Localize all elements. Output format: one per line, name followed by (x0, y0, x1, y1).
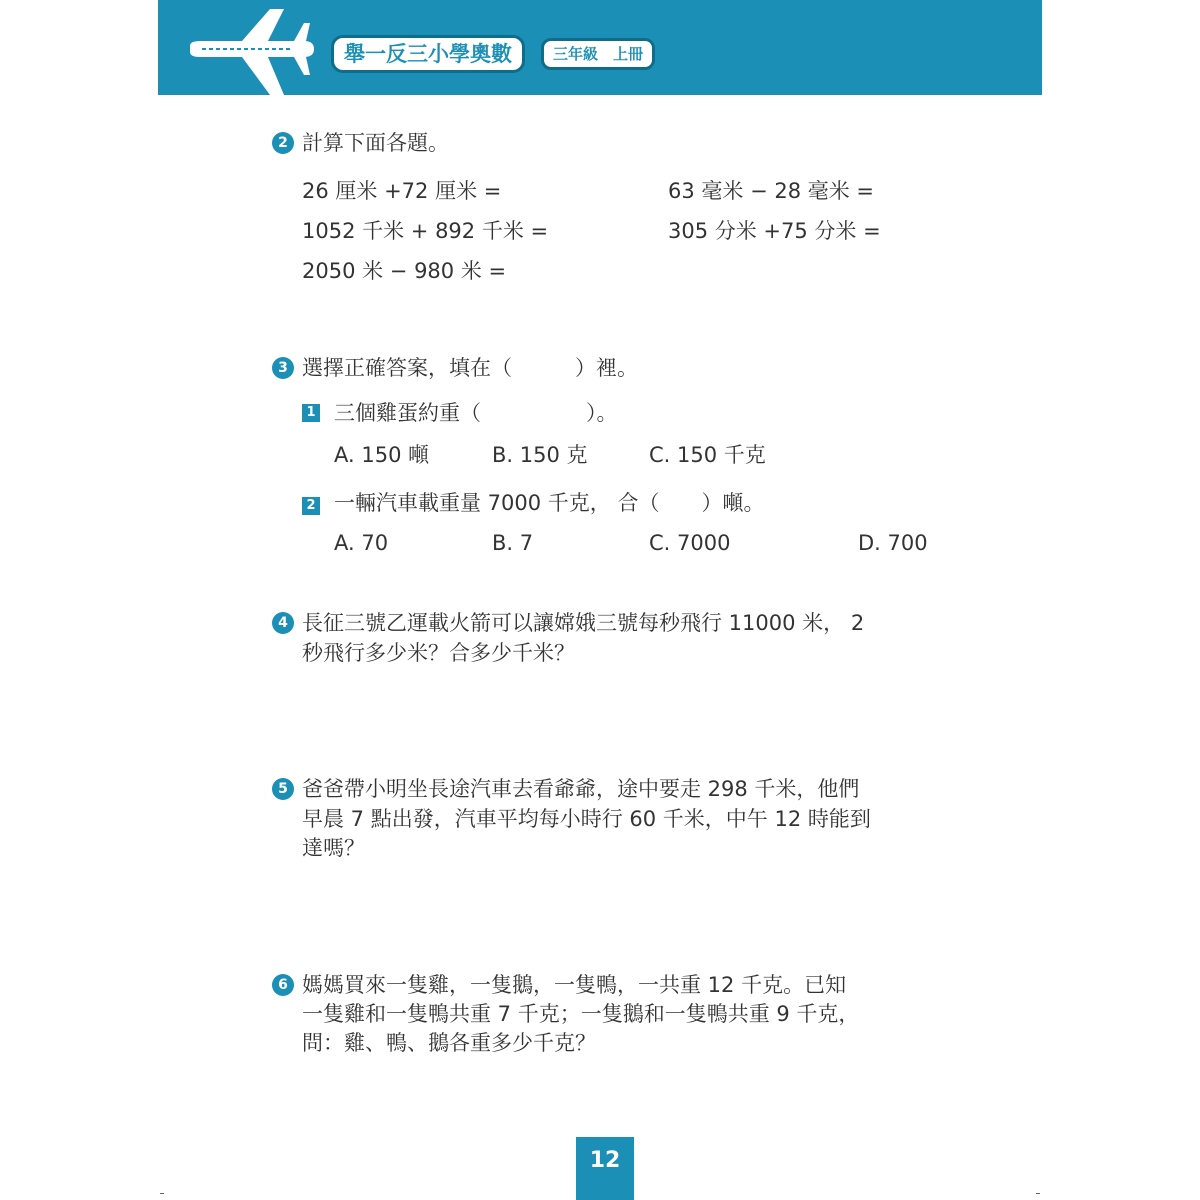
option-b: B. 150 克 (492, 443, 588, 467)
calc-item: 2050 米 − 980 米 = (302, 259, 507, 283)
book-page (158, 0, 1042, 1200)
question-4-line: 秒飛行多少米？合多少千米？ (302, 641, 575, 665)
question-5-line: 爸爸帶小明坐長途汽車去看爺爺，途中要走 298 千米，他們 (302, 777, 860, 801)
option-b: B. 7 (492, 531, 534, 555)
question-4-line: 長征三號乙運載火箭可以讓嫦娥三號每秒飛行 11000 米， 2 (302, 611, 865, 635)
option-d: D. 700 (858, 531, 928, 555)
book-title: 舉一反三小學奧數 (331, 35, 525, 73)
crop-mark (1036, 1193, 1040, 1194)
question-number-6: 6 (272, 974, 294, 996)
calc-item: 26 厘米 +72 厘米 = (302, 179, 502, 203)
subquestion-number-2: 2 (302, 497, 320, 515)
question-6-line: 一隻雞和一隻鴨共重 7 千克；一隻鵝和一隻鴨共重 9 千克， (302, 1002, 860, 1026)
subquestion-1-text: 三個雞蛋約重（ ）。 (334, 401, 618, 425)
subquestion-number-1: 1 (302, 404, 320, 422)
calc-item: 305 分米 +75 分米 = (668, 219, 881, 243)
airplane-icon (186, 5, 316, 95)
calc-item: 1052 千米 + 892 千米 = (302, 219, 549, 243)
question-6-line: 媽媽買來一隻雞，一隻鵝，一隻鴨，一共重 12 千克。已知 (302, 973, 847, 997)
option-a: A. 70 (334, 531, 389, 555)
question-number-5: 5 (272, 778, 294, 800)
option-c: C. 150 千克 (649, 443, 766, 467)
grade-label: 三年級 上冊 (541, 38, 655, 70)
option-a: A. 150 噸 (334, 443, 430, 467)
question-3-prompt: 選擇正確答案，填在（ ）裡。 (302, 356, 638, 380)
question-number-3: 3 (272, 357, 294, 379)
option-c: C. 7000 (649, 531, 731, 555)
header-band (158, 0, 1042, 95)
question-6-line: 問：雞、鴨、鵝各重多少千克？ (302, 1031, 596, 1055)
calc-item: 63 毫米 − 28 毫米 = (668, 179, 875, 203)
question-5-line: 早晨 7 點出發，汽車平均每小時行 60 千米，中午 12 時能到 (302, 807, 871, 831)
question-5-line: 達嗎？ (302, 836, 365, 860)
question-number-4: 4 (272, 612, 294, 634)
crop-mark (160, 1193, 164, 1194)
question-2-prompt: 計算下面各題。 (302, 131, 449, 155)
question-number-2: 2 (272, 132, 294, 154)
subquestion-2-text: 一輛汽車載重量 7000 千克， 合（ ）噸。 (334, 491, 765, 515)
page-number: 12 (576, 1137, 634, 1200)
